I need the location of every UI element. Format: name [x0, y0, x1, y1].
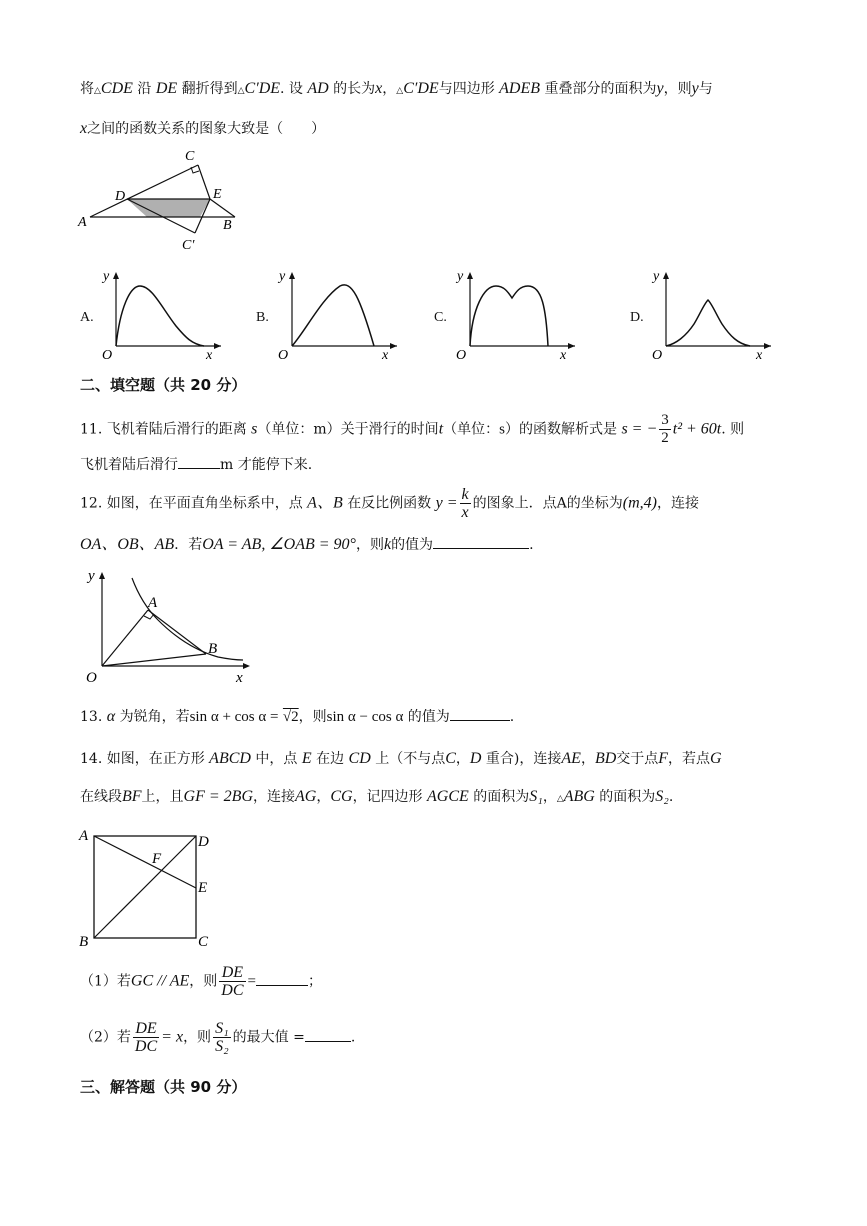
q14-line2 — [80, 786, 673, 810]
origin-label: O — [456, 348, 467, 360]
fraction: $\frac{3}{2}$ — [661, 412, 669, 446]
segment-OA — [102, 610, 148, 666]
math: = x — [161, 1028, 184, 1046]
math: F — [658, 750, 669, 767]
text: . — [350, 1029, 356, 1046]
text: 与 — [698, 81, 713, 97]
label-A: A — [79, 828, 89, 844]
text: （单位： — [443, 421, 500, 438]
option-c-label: C. — [434, 310, 447, 325]
label-C: C — [185, 149, 195, 164]
q11-line2 — [80, 454, 312, 476]
text: ， — [382, 81, 397, 97]
math: AE — [561, 750, 581, 767]
text: ， — [542, 789, 557, 805]
math: CG — [330, 788, 353, 805]
text: . — [509, 709, 515, 725]
math: y — [656, 80, 664, 97]
answer-blank[interactable] — [433, 534, 529, 549]
math: AD — [307, 80, 329, 97]
triangle-symbol: △ — [237, 86, 245, 96]
q10-line2 — [80, 118, 325, 140]
text: 14. 如图，在正方形 — [80, 751, 205, 767]
curve — [116, 286, 204, 346]
curve — [470, 286, 548, 346]
text: . — [668, 789, 674, 805]
math: CDE — [100, 80, 133, 97]
section-heading-solve: 三、解答题（共 90 分） — [80, 1078, 247, 1096]
math: C — [445, 750, 456, 767]
text: 的面积为 — [599, 789, 656, 805]
option-b-graph — [272, 268, 402, 360]
math: y — [691, 80, 699, 97]
axis-x-label: x — [206, 348, 213, 360]
label-F: F — [152, 851, 162, 867]
origin-label: O — [278, 348, 289, 360]
math: t — [438, 420, 444, 438]
math: BF — [122, 788, 142, 805]
segment-OB — [102, 654, 206, 666]
math: S₂ — [655, 788, 669, 805]
q10-figure — [75, 145, 245, 255]
fraction: $\frac{DE}{DC}$ — [221, 964, 244, 999]
text: 交于点 — [616, 751, 659, 767]
q12-figure — [78, 564, 258, 689]
math: x — [375, 80, 383, 97]
text: ，则 — [189, 973, 218, 990]
q14-part2 — [80, 1020, 355, 1055]
text: . — [529, 537, 534, 553]
math: DE — [155, 80, 178, 97]
math: AGCE — [427, 788, 469, 805]
answer-blank[interactable] — [305, 1027, 351, 1042]
text: 为锐角，若 — [119, 709, 190, 725]
text: 上（不与点 — [375, 751, 446, 767]
q13-line — [80, 706, 514, 728]
text: ，记四边形 — [352, 789, 423, 805]
overlap-region — [127, 199, 210, 217]
text: 11. 飞机着陆后滑行的距离 — [80, 421, 247, 438]
label-B: B — [223, 218, 232, 233]
text: ，则 — [355, 537, 384, 553]
math: = — [247, 973, 256, 990]
text: . 则 — [721, 421, 745, 438]
triangle-symbol: △ — [94, 86, 101, 96]
answer-blank[interactable] — [256, 971, 308, 986]
text: ，则 — [663, 81, 692, 97]
label-E: E — [198, 880, 208, 896]
label-C: C — [198, 934, 209, 950]
text: 13. — [80, 709, 103, 725]
label-B: B — [79, 934, 89, 950]
hyperbola-curve — [132, 578, 243, 660]
option-a-label: A. — [80, 310, 94, 325]
text: 重合)，连接 — [485, 751, 562, 767]
segment-AE — [94, 836, 196, 888]
answer-blank[interactable] — [450, 706, 510, 721]
text: （1）若 — [80, 973, 131, 990]
axis-y-label: y — [279, 269, 286, 284]
math: D — [469, 750, 482, 767]
q12-line1 — [80, 486, 699, 521]
text: （单位：m）关于滑行的时间 — [257, 421, 439, 438]
fraction: $\frac{k}{x}$ — [461, 486, 469, 521]
axis-y-label: y — [653, 269, 660, 284]
math: x — [80, 120, 88, 137]
text: 的图象上．点A的坐标为 — [472, 495, 623, 512]
axis-x-label: x — [236, 670, 243, 686]
text: ，连接 — [657, 495, 699, 512]
origin-label: O — [86, 670, 97, 686]
text: ； — [308, 973, 322, 990]
text: ， — [580, 751, 595, 767]
q14-part1 — [80, 964, 322, 999]
curve — [666, 300, 750, 346]
q12-line2 — [80, 534, 534, 556]
q10-line1 — [80, 78, 713, 102]
fraction: $\frac{DE}{DC}$ — [134, 1020, 158, 1055]
segment-AB — [148, 610, 206, 654]
math: √2 — [282, 709, 299, 725]
text: ，则 — [183, 1029, 212, 1046]
option-c-graph — [450, 268, 580, 360]
text: ，若点 — [668, 751, 711, 767]
text: 的最大值 = — [232, 1029, 305, 1046]
q11-line1 — [80, 412, 744, 447]
math: ADEB — [499, 80, 541, 97]
text: 在边 — [316, 751, 345, 767]
math: OA = AB, ∠OAB = 90° — [202, 536, 356, 553]
label-Cprime: C′ — [182, 238, 195, 253]
text: 的长为 — [333, 81, 376, 97]
q14-line1 — [80, 748, 722, 770]
math: sin α + cos α = — [189, 709, 279, 725]
math: GC // AE — [130, 972, 190, 990]
text: ，连接 — [253, 789, 295, 805]
text: ， — [316, 789, 331, 805]
math: sin α − cos α — [326, 709, 404, 725]
segment-CE — [198, 165, 210, 199]
text: . 设 — [280, 81, 303, 97]
math: G — [710, 750, 722, 767]
text: 沿 — [137, 81, 152, 97]
text: ．若 — [174, 537, 203, 553]
text: 重叠部分的面积为 — [544, 81, 657, 97]
text: ，则 — [298, 709, 327, 725]
math: C′DE — [244, 80, 281, 97]
math: S₁ — [529, 788, 543, 805]
text: 12. 如图，在平面直角坐标系中，点 — [80, 495, 303, 512]
option-a-graph — [96, 268, 226, 360]
math: s — [251, 420, 258, 438]
label-E: E — [213, 187, 222, 202]
math: GF = 2BG — [183, 788, 253, 805]
math: ABCD — [209, 750, 251, 767]
text: 的值为 — [407, 709, 450, 725]
math: ABG — [563, 788, 595, 805]
triangle-symbol: △ — [556, 794, 564, 804]
axis-y-label: y — [88, 568, 95, 584]
curve — [292, 285, 374, 346]
axis-y-label: y — [457, 269, 464, 284]
math: α — [106, 708, 116, 725]
text: 上，且 — [141, 789, 184, 805]
math: OA、OB、AB — [80, 536, 175, 553]
fraction: $\frac{\text{S₁}}{\text{S₂}}$ — [215, 1020, 229, 1055]
text: 之间的函数关系的图象大致是（ ） — [87, 121, 326, 137]
text: 的值为 — [391, 537, 434, 553]
label-B: B — [208, 641, 218, 657]
text: 与四边形 — [438, 81, 495, 97]
triangle-symbol: △ — [396, 86, 404, 96]
text: 翻折得到 — [181, 81, 238, 97]
math: AG — [295, 788, 317, 805]
text: 飞机着陆后滑行 — [80, 457, 178, 473]
math: BD — [594, 750, 617, 767]
math: s = − — [621, 420, 658, 438]
math: y = — [435, 494, 458, 512]
text: 中，点 — [255, 751, 298, 767]
math: s — [499, 421, 505, 438]
text: 在线段 — [80, 789, 122, 805]
section-heading-fill-blank: 二、填空题（共 20 分） — [80, 376, 247, 394]
text: ）的函数解析式是 — [504, 421, 617, 438]
math: (m,4) — [622, 494, 657, 512]
label-D: D — [198, 834, 209, 850]
text: 在反比例函数 — [347, 495, 432, 512]
origin-label: O — [652, 348, 663, 360]
answer-blank[interactable] — [178, 454, 220, 469]
text: 的面积为 — [473, 789, 530, 805]
option-b-label: B. — [256, 310, 269, 325]
text: （2）若 — [80, 1029, 131, 1046]
option-d-graph — [646, 268, 776, 360]
diagonal-BD — [94, 836, 196, 938]
origin-label: O — [102, 348, 113, 360]
axis-x-label: x — [756, 348, 763, 360]
math: t² + 60t — [672, 420, 722, 438]
q14-figure — [76, 822, 226, 952]
axis-y-label: y — [103, 269, 110, 284]
label-A: A — [78, 215, 87, 230]
label-A: A — [148, 595, 158, 611]
text: ， — [455, 751, 470, 767]
math: CD — [348, 750, 371, 767]
text: 将 — [80, 81, 94, 97]
math: E — [301, 750, 312, 767]
option-d-label: D. — [630, 310, 644, 325]
axis-x-label: x — [560, 348, 567, 360]
math: A、B — [307, 494, 343, 512]
math: k — [383, 536, 392, 553]
label-D: D — [115, 189, 126, 204]
math: C′DE — [403, 80, 439, 97]
axis-x-label: x — [382, 348, 389, 360]
text: m 才能停下来. — [220, 457, 313, 473]
